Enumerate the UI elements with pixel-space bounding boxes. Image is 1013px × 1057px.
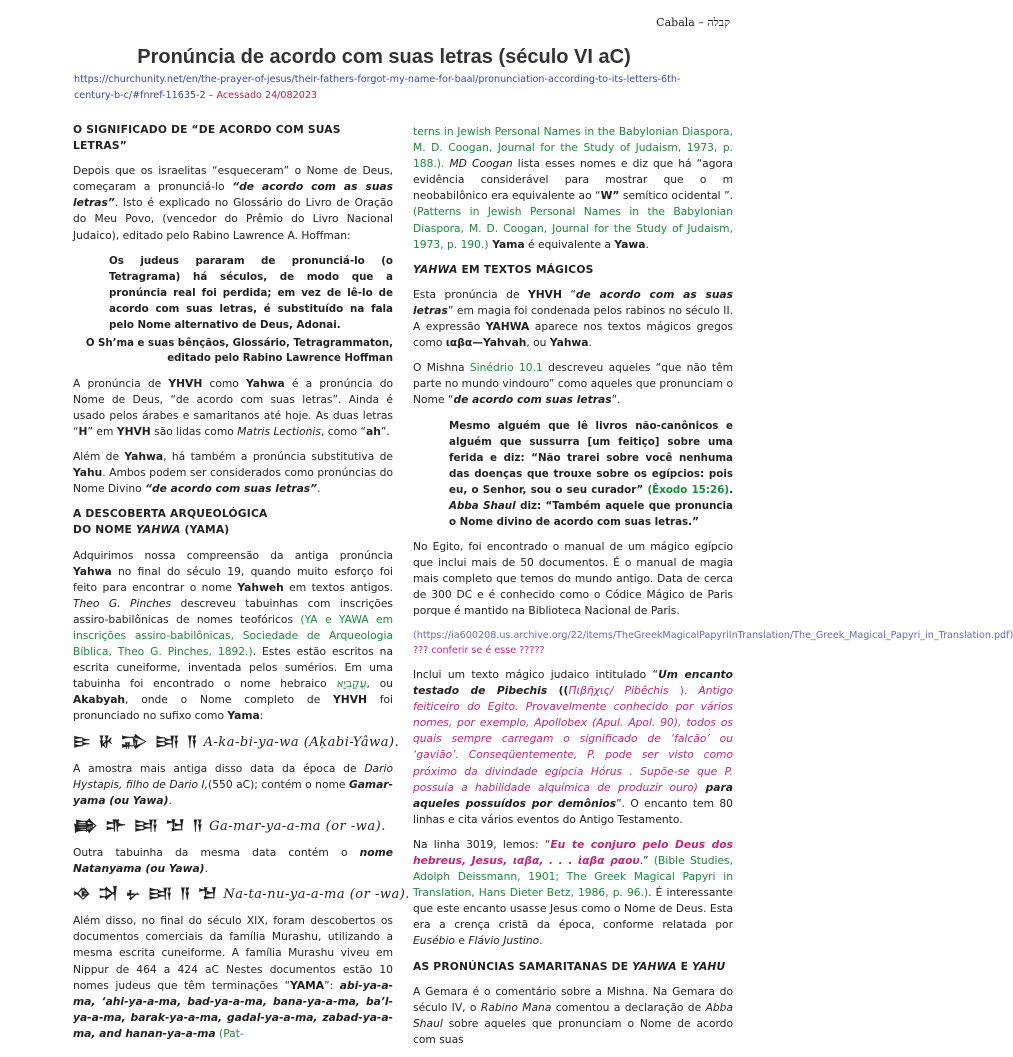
paragraph: Além disso, no final do século XIX, foram descobertos os documentos comerciais da família Murashu, utilizando a mesma escrita cuneiforme. A família Murashu viveu em Nippur de 464 a 424 aC Nestes documentos estão 10 nomes judeus que têm terminações “YAMA”: abi-ya-a-ma, ‘ahi-ya-a-ma, bad-ya-a-ma, bana-ya-a-ma, ba’l-ya-a-ma, barak-ya-a-ma, gadal-ya-a-ma, zabad-ya-a-ma, and hanan-ya-a-ma (Pat-: [73, 914, 393, 1040]
paragraph: A pronúncia de YHVH como Yahwa é a pronúncia do Nome de Deus, “de acordo com suas letras”. Ainda é usado pelos árabes e samaritanos até hoje. As duas letras “H” em YHVH são lidas como Matris Lectionis, como “ah”.: [73, 376, 394, 438]
paragraph: A Gemara é o comentário sobre a Mishna. Na Gemara do século IV, o Rabino Mana comentou a declaração de Abba Shaul sobre aqueles que pronunciam o Nome de acordo com suas: [413, 984, 733, 1046]
blockquote: Mesmo alguém que lê livros não-canônicos e alguém que sussurra [um feitiço] sobre uma ferida e diz: “Não trarei sobre você nenhuma das doenças que trouxe sobre os egípcios: pois eu, o Senhor, sou o seu curador” (Êxodo 15:26). Abba Shaul diz: “Também aquele que pronuncia o Nome divino de acordo com suas letras.”: [449, 419, 733, 528]
paragraph: terns in Jewish Personal Names in the Babylonian Diaspora, M. D. Coogan, Journal for the Study of Judaism, 1973, p. 188.). MD Coogan lista esses nomes e diz que há “agora evidência considerável para mostrar que o m neobabilônico era equivalente ao “W” semítico ocidental ”. (Patterns in Jewish Personal Names in the Babylonian Diaspora, M. D. Coogan, Journal for the Study of Judaism, 1973, p. 190.) Yama é equivalente a Yawa.: [413, 125, 734, 251]
left-column: [73, 122, 410, 1051]
paragraph: Depois que os israelitas “esqueceram” o Nome de Deus, começaram a pronunciá-lo “de acordo com as suas letras”. Isto é explicado no Glossário do Livro de Oração do Meu Povo, (vencedor do Prêmio do Livro Nacional Judaico), editado pelo Rabino Lawrence A. Hoffman:: [73, 164, 394, 242]
cuneiform-inscription: 𒈾 𒋫 𒉡 𒅀 𒀀 𒈠 Na-ta-nu-ya-a-ma (or -wa).: [73, 886, 410, 903]
cuneiform-inscription: 𒄿 𒄩 𒁉 𒅀 𒀀 A-ka-bi-ya-wa (Aḳabi-Yâwa).: [73, 733, 400, 750]
paragraph: O Mishna Sinédrio 10.1 descreveu aqueles “que não têm parte no mundo vindouro” como aqueles que pronunciam o Nome “de acordo com suas letras”.: [413, 361, 733, 407]
paragraph: A amostra mais antiga disso data da época de Dario Hystapis, filho de Dario I,(550 aC); contém o nome Gamar-yama (ou Yawa).: [73, 761, 393, 807]
source-line: [74, 72, 714, 104]
right-column: [413, 124, 1013, 1057]
paragraph: Esta pronúncia de YHVH “de acordo com as suas letras” em magia foi condenada pelos rabinos no século II. A expressão YAHWA aparece nos textos mágicos gregos como ιαβα—Yahvah, ou Yahwa.: [413, 287, 734, 350]
section-heading-meaning: O SIGNIFICADO DE “DE ACORDO COM SUAS LETRAS”: [73, 123, 341, 153]
page-title: Pronúncia de acordo com suas letras (século VI aC): [137, 46, 631, 68]
paragraph: Outra tabuinha da mesma data contém o nome Natanyama (ou Yawa).: [73, 846, 393, 876]
paragraph: No Egito, foi encontrado o manual de um mágico egípcio que inclui mais de 50 documentos. É o manual de magia mais completo que temos do mundo antigo. Data de cerca de 300 DC e é conhecido como o Códice Mágico de Paris porque é mantido na Biblioteca Nacional de Paris.: [413, 539, 733, 617]
quote-source: O Sh’ma e suas bênçãos, Glossário, Tetragrammaton, editado pelo Rabino Lawrence Hoffman: [85, 337, 393, 364]
section-heading-magic: YAHWA EM TEXTOS MÁGICOS: [413, 262, 594, 276]
cuneiform-inscription: 𒂵 𒈥 𒅀 𒈠 𒀀 Ga-mar-ya-a-ma (or -wa).: [73, 817, 386, 834]
running-header: Cabala – קבלה: [656, 16, 730, 29]
paragraph: Inclui um texto mágico judaico intitulado “Um encanto testado de Pibechis ((Πιβῆχις/ Pibêchis ). Antigo feiticeiro do Egito. Provavelmente conhecido por vários nomes, por exemplo, Apollobex (Apul. Apol. 90), todos os quais sempre carregam o significado de ‘falcão’ ou ‘gavião’. Conseqüentemente, P. pode ser visto como próximo da divindade egípcia Hórus . Supõe-se que P. possuía a habilidade alquímica de produzir ouro) para aqueles possuídos por demônios”. O encanto tem 80 linhas e cita vários eventos do Antigo Testamento.: [413, 667, 734, 826]
blockquote: Os judeus pararam de pronunciá-lo (o Tetragrama) há séculos, de modo que a pronúncia real foi perdida; em vez de lê-lo de acordo com suas letras, é substituído na fala pelo Nome alternativo de Deus, Adonai.: [109, 254, 393, 331]
paragraph: Na linha 3019, lemos: “Eu te conjuro pelo Deus dos hebreus, Jesus, ιαβα, . . . ἰαβα ραου.” (Bible Studies, Adolph Deissmann, 1901; The Greek Magical Papyri in Translation, Hans Dieter Betz, 1986, p. 96.). É interessante que este encanto usasse Jesus como o Nome de Deus. Esta era a crença cristã da época, conforme relatada por Eusébio e Flávio Justino.: [413, 837, 733, 948]
paragraph: (https://ia600208.us.archive.org/22/items/TheGreekMagicalPapyriInTranslation/The_Greek_Magical_Papyri_in_Translation.pdf) ??? conferir se é esse ?????: [413, 629, 1013, 656]
paragraph: Além de Yahwa, há também a pronúncia substitutiva de Yahu. Ambos podem ser considerados como pronúncias do Nome Divino “de acordo com suas letras”.: [73, 450, 394, 496]
source-url[interactable]: https://churchunity.net/en/the-prayer-of-jesus/their-fathers-forgot-my-name-for-baal/pronunciation-according-to-its-letters-6th-century-b-c/#fnref-11635-2: [74, 74, 681, 101]
paragraph: Adquirimos nossa compreensão da antiga pronúncia Yahwa no final do século 19, quando muito esforço foi feito para encontrar o nome Yahweh em textos antigos. Theo G. Pinches descreveu tabuinhas com inscrições assiro-babilônicas de nomes teofóricos (YA e YAWA em inscrições assiro-babilônicas, Sociedade de Arqueologia Bíblica, Theo G. Pinches, 1892.). Estes estão escritos na escrita cuneiforme, inventada pelos sumérios. Em uma tabuinha foi encontrado o nome hebraico עֲקַבְיָא, ou Akabyah, onde o Nome completo de YHVH foi pronunciado no sufixo como Yama:: [73, 548, 394, 723]
accessed-date: – Acessado 24/082023: [208, 90, 318, 101]
section-heading-samaritan: AS PRONÚNCIAS SAMARITANAS DE YAHWA E YAHU: [413, 959, 726, 973]
section-heading-discovery: A DESCOBERTA ARQUEOLÓGICA DO NOME YAHWA (YAMA): [73, 507, 268, 537]
